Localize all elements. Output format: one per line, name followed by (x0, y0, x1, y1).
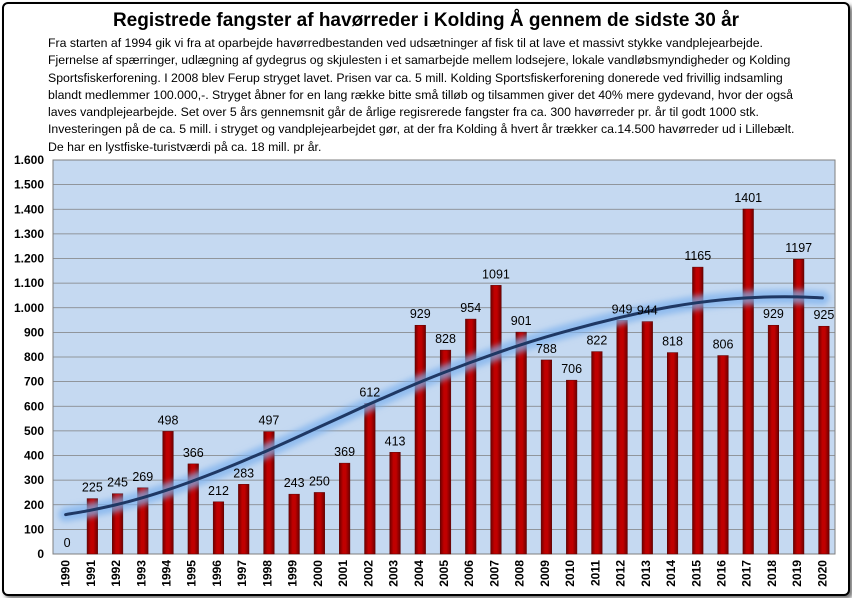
data-label: 283 (233, 466, 255, 481)
x-tick-label: 2017 (739, 560, 754, 587)
data-label: 1165 (684, 249, 712, 264)
y-tick-label: 600 (23, 399, 44, 414)
description-line: Fra starten af 1994 gik vi fra at oparbejde havørredbestanden ved udsætninger af fisk til at lave et massivt stykke vandplejearbejde. (48, 36, 763, 50)
x-tick-label: 2003 (386, 560, 401, 587)
bar (314, 492, 325, 554)
description-line: Fjernelse af spærringer, udlægning af gydegrus og skjulesten i et samarbejde mellem lodsejere, lokale vandløbsmyndigheder og Kolding (48, 53, 791, 68)
data-label: 944 (636, 303, 658, 318)
x-tick-label: 2000 (310, 560, 325, 587)
y-tick-label: 700 (23, 374, 44, 389)
data-label: 245 (107, 475, 129, 490)
x-tick-label: 1997 (235, 560, 250, 587)
x-tick-label: 1998 (260, 560, 275, 587)
x-tick-label: 2012 (613, 560, 628, 587)
bar (289, 494, 300, 554)
x-tick-label: 2011 (588, 560, 603, 587)
bar (566, 380, 577, 554)
x-tick-label: 1996 (209, 560, 224, 587)
bar (718, 356, 729, 554)
bar (617, 320, 628, 554)
y-tick-label: 100 (23, 522, 44, 537)
bar (390, 452, 401, 554)
data-label: 1197 (785, 241, 813, 256)
data-label: 369 (334, 445, 356, 460)
chart-title: Registrede fangster af havørreder i Kolding Å gennem de sidste 30 år (112, 10, 740, 31)
data-label: 1091 (482, 267, 510, 282)
data-label: 612 (359, 385, 381, 400)
bar (592, 352, 603, 554)
x-tick-label: 2001 (336, 560, 351, 587)
x-tick-label: 1992 (109, 560, 124, 587)
y-tick-label: 1.600 (13, 153, 44, 167)
data-label: 225 (81, 480, 103, 495)
data-label: 806 (712, 337, 734, 352)
x-tick-label: 1993 (134, 560, 149, 587)
x-tick-label: 2019 (790, 560, 805, 587)
y-tick-label: 1.100 (13, 276, 44, 291)
bar (238, 484, 249, 554)
x-tick-label: 2020 (815, 560, 830, 587)
description-line: Investeringen på de ca. 5 mill. i stryget og vandplejearbejdet gør, at der fra Kolding å hvert år trækker ca.14.500 havørreder ud i Lillebælt. (48, 122, 795, 137)
description-line: De har en lystfiske-turistværdi på ca. 18 mill. pr år. (48, 139, 322, 154)
bar (365, 403, 376, 554)
data-label: 954 (460, 301, 482, 316)
y-tick-label: 300 (23, 473, 44, 488)
y-tick-label: 800 (23, 350, 44, 364)
x-tick-label: 2008 (512, 560, 527, 587)
bar (339, 463, 350, 554)
x-tick-label: 1991 (83, 560, 98, 587)
x-tick-label: 2007 (487, 560, 502, 587)
data-label: 413 (384, 434, 406, 449)
bar (768, 325, 779, 554)
x-tick-label: 2016 (714, 560, 729, 587)
y-tick-label: 1.200 (13, 251, 44, 266)
data-label: 706 (561, 362, 583, 377)
data-label: 366 (182, 445, 204, 460)
data-label: 929 (763, 307, 784, 322)
data-label: 949 (611, 302, 633, 317)
bar (415, 325, 426, 554)
x-tick-label: 2010 (563, 560, 578, 587)
data-label: 925 (813, 308, 835, 323)
x-tick-label: 2005 (437, 560, 451, 587)
data-label: 1401 (734, 191, 763, 206)
bar (667, 353, 678, 554)
bar (743, 209, 754, 554)
data-label: 929 (409, 307, 431, 322)
bar (541, 360, 552, 554)
bar (642, 322, 653, 554)
x-tick-label: 1995 (184, 560, 199, 587)
y-tick-label: 500 (23, 423, 44, 438)
x-tick-label: 2014 (664, 560, 679, 587)
data-label: 498 (157, 413, 179, 428)
x-tick-label: 2015 (689, 560, 704, 587)
y-tick-label: 1.500 (13, 177, 44, 192)
x-tick-label: 2004 (411, 560, 426, 587)
y-tick-label: 200 (23, 497, 44, 512)
description-line: Sportsfiskerforening. I 2008 blev Ferup stryget lavet. Prisen var ca. 5 mill. Kolding Sportsfiskerforening donerede ved frivillig indsamling (48, 70, 783, 85)
data-label: 243 (283, 476, 305, 491)
data-label: 818 (662, 334, 683, 349)
x-tick-label: 2002 (361, 560, 376, 587)
x-tick-label: 2006 (462, 560, 477, 587)
y-tick-label: 0 (37, 547, 44, 561)
y-tick-label: 400 (23, 448, 44, 463)
data-label: 0 (63, 536, 71, 550)
y-tick-label: 1.000 (13, 300, 44, 315)
data-label: 212 (208, 483, 229, 498)
data-label: 828 (435, 332, 456, 347)
bar (819, 326, 830, 554)
data-label: 901 (510, 314, 532, 329)
x-tick-label: 1999 (285, 560, 300, 587)
data-label: 497 (258, 413, 280, 428)
data-label: 250 (308, 474, 330, 489)
data-label: 269 (132, 469, 154, 484)
x-tick-label: 2018 (764, 560, 779, 587)
data-label: 788 (535, 341, 557, 356)
x-tick-label: 2013 (638, 560, 653, 587)
y-tick-label: 1.400 (13, 202, 44, 217)
y-tick-label: 1.300 (13, 226, 44, 241)
description-line: blandt medlemmer 100.000,-. Stryget åbner for en lang række bitte små tilløb og tilsammen giver det 40% mere gydevand, hvor der også (48, 87, 794, 102)
x-tick-label: 2009 (537, 560, 552, 587)
bar (213, 502, 224, 554)
y-tick-label: 900 (23, 325, 44, 340)
x-tick-label: 1994 (159, 560, 174, 587)
bar (491, 285, 502, 554)
x-tick-label: 1990 (58, 560, 73, 587)
bar (516, 332, 527, 554)
data-label: 822 (586, 333, 608, 348)
description-line: laves vandplejearbejde. Set over 5 års gennemsnit går de årlige regisrerede fangster fra ca. 300 havørreder pr. år til godt 1000 stk. (48, 105, 759, 120)
